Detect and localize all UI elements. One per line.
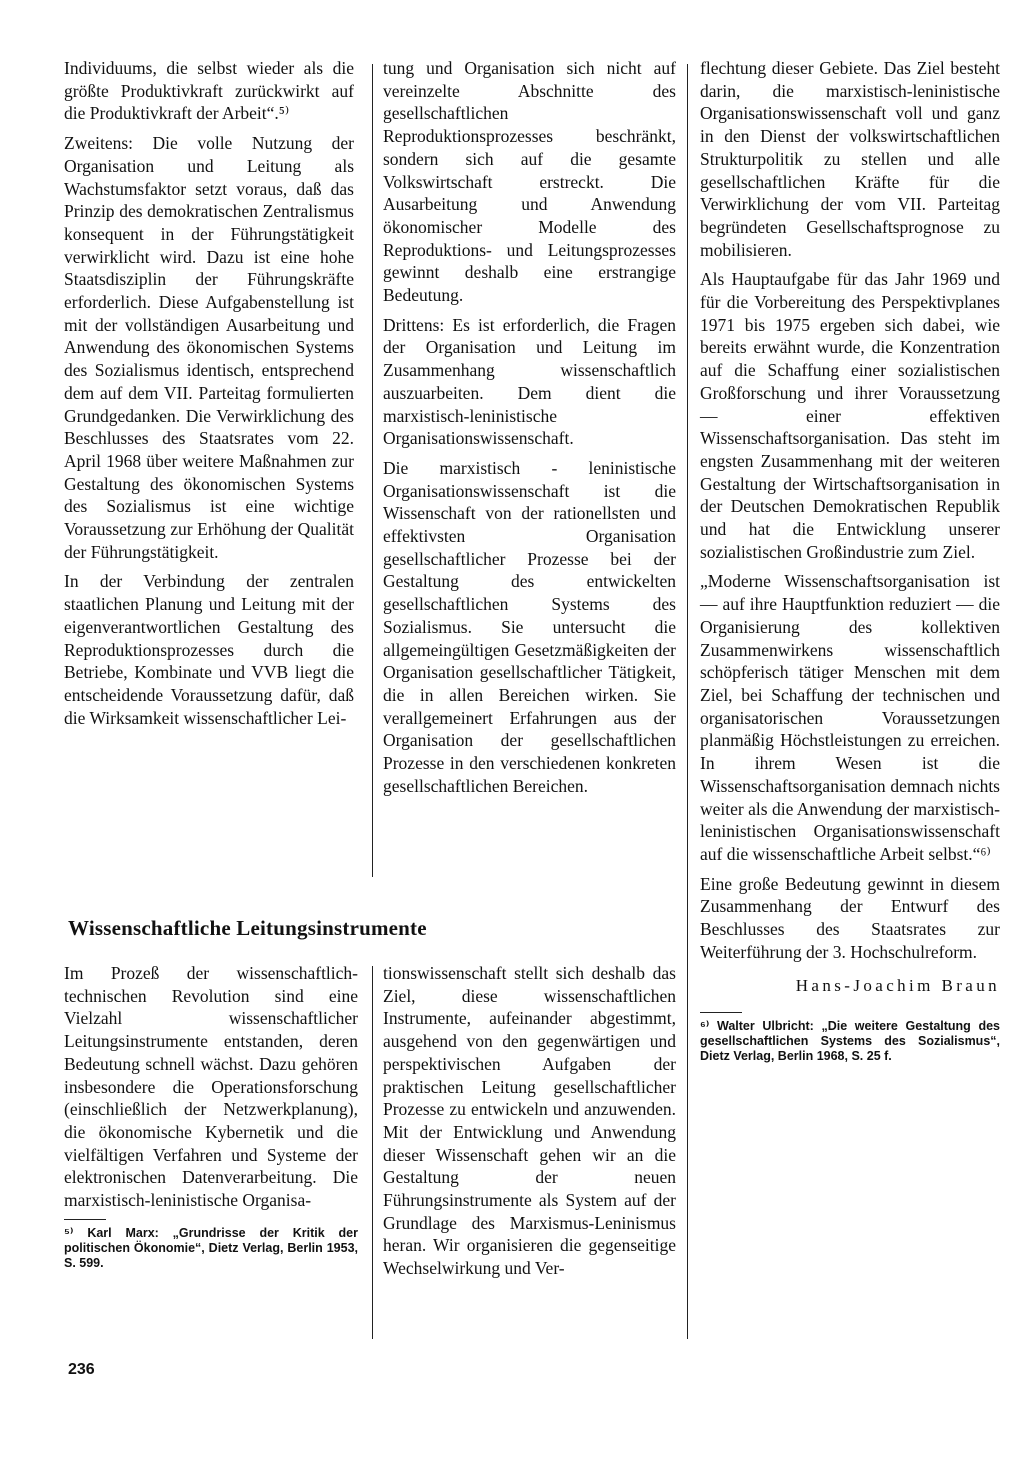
column-divider-left (372, 64, 373, 877)
footnote: ⁵⁾ Karl Marx: „Grundrisse der Kritik der politischen Ökonomie“, Dietz Verlag, Berlin 1953, S. 599. (64, 1225, 358, 1270)
paragraph: „Moderne Wissenschaftsorganisation ist — auf ihre Hauptfunktion reduziert — die Organisierung des kollektiven Zusammenwirkens wissenschaftlich schöpferisch tätiger Menschen mit dem Ziel, bei Schaffung der technischen und organisatorischen Voraussetzungen planmäßig Höchstleistungen zu erreichen. In ihrem Wesen ist die Wissenschaftsorganisation demnach nichts weiter als die Anwendung der marxistisch-leninistischen Organisationswissenschaft auf die wissenschaftliche Arbeit selbst.“⁶⁾ (700, 571, 1000, 864)
paragraph: tung und Organisation sich nicht auf vereinzelte Abschnitte des gesellschaftlichen Reproduktionsprozesses beschränkt, sondern sich auf die gesamte Volkswirtschaft erstreckt. Die Ausarbeitung und Anwendung ökonomischer Modelle des Reproduktions- und Leitungsprozesses gewinnt deshalb eine erstrangige Bedeutung. (383, 58, 676, 306)
paragraph: Eine große Bedeutung gewinnt in diesem Zusammenhang der Entwurf des Beschlusses des Staatsrates zur Weiterführung der 3. Hochschulreform. (700, 873, 1000, 962)
left-column-top (64, 57, 354, 736)
middle-column-bottom (383, 962, 676, 1287)
column-divider-bottom (372, 966, 373, 1339)
left-column-bottom (64, 962, 358, 1271)
section-heading: Wissenschaftliche Leitungsinstrumente (68, 916, 427, 940)
footnote-rule (64, 1219, 106, 1220)
paragraph: Drittens: Es ist erforderlich, die Fragen der Organisation und Leitung im Zusammenhang wissenschaftlich auszuarbeiten. Dem dient die marxistisch-leninistische Organisationswissenschaft. (383, 314, 676, 449)
paragraph: Die marxistisch - leninistische Organisationswissenschaft ist die Wissenschaft von der rationellsten und effektivsten Organisation gesellschaftlicher Prozesse bei der Gestaltung des entwickelten gesellschaftlichen Systems des Sozialismus. Sie untersucht die allgemeingültigen Gesetzmäßigkeiten der Organisation gesellschaftlicher Tätigkeit, die in allen Bereichen wirken. Sie verallgemeinert Erfahrungen aus der Organisation der gesellschaftlichen Prozesse in den verschiedenen konkreten gesellschaftlichen Bereichen. (383, 457, 676, 796)
right-column (700, 57, 1000, 1064)
middle-column-top (383, 57, 676, 805)
page-number: 236 (68, 1361, 95, 1378)
paragraph: flechtung dieser Gebiete. Das Ziel besteht darin, die marxistisch-leninistische Organisationswissenschaft voll und ganz in den Dienst der volkswirtschaftlichen Strukturpolitik zu stellen und alle gesellschaftlichen Kräfte für die Verwirklichung der vom VII. Parteitag begründeten Gesellschaftsprognose zu mobilisieren. (700, 58, 1000, 260)
paragraph: Individuums, die selbst wieder als die größte Produktivkraft zurückwirkt auf die Produktivkraft der Arbeit“.⁵⁾ (64, 58, 354, 124)
footnote: ⁶⁾ Walter Ulbricht: „Die weitere Gestaltung des gesellschaftlichen Systems des Sozialismus“, Dietz Verlag, Berlin 1968, S. 25 f. (700, 1019, 1000, 1064)
author-signature: Hans-Joachim Braun (795, 976, 1000, 996)
paragraph: Als Hauptaufgabe für das Jahr 1969 und für die Vorbereitung des Perspektivplanes 1971 bis 1975 ergeben sich dabei, wie bereits erwähnt wurde, die Konzentration auf die Schaffung einer sozialistischen Großforschung und ihrer Voraussetzung — einer effektiven Wissenschaftsorganisation. Das steht im engsten Zusammenhang mit der weiteren Gestaltung der Wirtschaftsorganisation in der Deutschen Demokratischen Republik und hat die Entwicklung unserer sozialistischen Großindustrie zum Ziel. (700, 269, 1000, 562)
paragraph: In der Verbindung der zentralen staatlichen Planung und Leitung mit der eigenverantwortlichen Gestaltung des Reproduktionsprozesses durch die Betriebe, Kombinate und VVB liegt die entscheidende Voraussetzung dafür, daß die Wirksamkeit wissenschaftlicher Lei- (64, 571, 354, 728)
paragraph: Zweitens: Die volle Nutzung der Organisation und Leitung als Wachstumsfaktor setzt voraus, daß das Prinzip des demokratischen Zentralismus konsequent in der Führungstätigkeit verwirklicht wird. Dazu ist eine hohe Staatsdisziplin der Führungskräfte erforderlich. Diese Aufgabenstellung ist mit der vollständigen Ausarbeitung und Anwendung des ökonomischen Systems des Sozialismus identisch, entsprechend dem auf dem VII. Parteitag formulierten Grundgedanken. Die Verwirklichung des Beschlusses des Staatsrates vom 22. April 1968 über weitere Maßnahmen zur Gestaltung des ökonomischen Systems des Sozialismus ist eine wichtige Voraussetzung zur Erhöhung der Qualität der Führungstätigkeit. (64, 133, 354, 562)
paragraph: Im Prozeß der wissenschaftlich-technischen Revolution sind eine Vielzahl wissenschaftlicher Leitungsinstrumente entstanden, deren Bedeutung schnell wächst. Dazu gehören insbesondere die Operationsforschung (einschließlich der Netzwerkplanung), die ökonomische Kybernetik und die vielfältigen Verfahren und Systeme der elektronischen Datenverarbeitung. Die marxistisch-leninistische Organisa- (64, 963, 358, 1211)
column-divider-right (687, 64, 688, 1339)
paragraph: tionswissenschaft stellt sich deshalb das Ziel, diese wissenschaftlichen Instrumente, aufeinander abgestimmt, ausgehend von den gegenwärtigen und perspektivischen Aufgaben der praktischen Leitung gesellschaftlicher Prozesse zu entwickeln und anzuwenden. Mit der Entwicklung und Anwendung dieser Wissenschaft gehen wir an die Gestaltung der neuen Führungsinstrumente als System auf der Grundlage des Marxismus-Leninismus heran. Wir organisieren die gegenseitige Wechselwirkung und Ver- (383, 963, 676, 1279)
footnote-rule (700, 1012, 742, 1013)
